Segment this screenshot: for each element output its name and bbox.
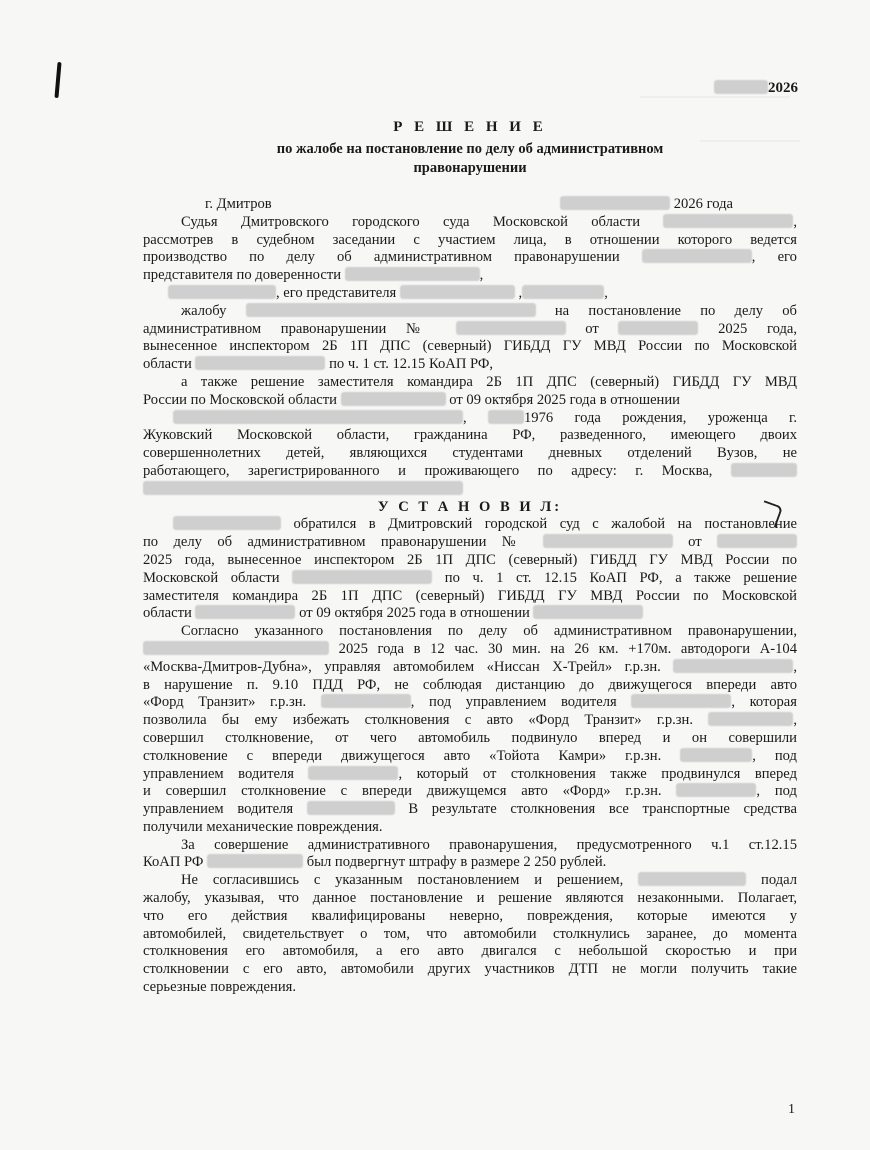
text-line: Не согласившись с указанным постановлением и решением, подал	[181, 872, 798, 889]
text-line: Жуковский Московской области, гражданина РФ, разведенного, имеющего двоих	[143, 427, 797, 444]
text-line: управлением водителя , который от столкновения также продвинулся вперед	[143, 765, 797, 782]
text-line: КоАП РФ был подвергнут штрафу в размере 2 250 рублей.	[143, 854, 607, 871]
text-line: столкновении с его авто, автомобили других участников ДТП не могли получить такие	[143, 961, 797, 978]
text-line: и совершил столкновение с впереди движущемся авто «Форд» г.р.зн. , под	[143, 783, 797, 800]
redaction	[673, 659, 793, 673]
redaction	[638, 872, 746, 886]
text-line	[143, 481, 797, 499]
redaction	[533, 605, 643, 619]
redaction	[246, 303, 536, 317]
redaction	[173, 516, 281, 530]
redaction	[522, 285, 604, 299]
text-line: управлением водителя В результате столкновения все транспортные средства	[143, 801, 797, 818]
redaction	[308, 766, 398, 780]
redaction	[345, 267, 480, 281]
text-line: представителя по доверенности ,	[143, 267, 484, 284]
redaction	[714, 80, 768, 94]
text-line: России по Московской области от 09 октября 2025 года в отношении	[143, 391, 680, 408]
redaction	[642, 249, 752, 263]
document-date: 2026	[714, 80, 798, 97]
text-line: Согласно указанного постановления по делу об административном правонарушении,	[181, 623, 797, 640]
text-line: 2025 года, вынесенное инспектором 2Б 1П ДПС (северный) ГИБДД ГУ МВД России по	[143, 551, 797, 568]
text-line: получили механические повреждения.	[143, 818, 383, 835]
text-line: , его представителя , ,	[143, 285, 797, 303]
text-line: административном правонарушении № от 2025 года,	[143, 320, 797, 337]
text-line: обратился в Дмитровский городской суд с жалобой на постановление	[143, 516, 797, 534]
text-line: работающего, зарегистрированного и проживающего по адресу: г. Москва,	[143, 463, 797, 481]
text-line: совершеннолетних детей, являющихся студентами дневных отделений Вузов, не	[143, 445, 797, 462]
section-title: У С Т А Н О В И Л:	[377, 498, 563, 515]
redaction	[680, 748, 752, 762]
redaction	[488, 410, 524, 424]
redaction	[195, 356, 325, 370]
redaction	[195, 605, 295, 619]
redaction	[143, 481, 463, 495]
redaction	[321, 694, 411, 708]
document-title: Р Е Ш Е Н И Е	[393, 119, 547, 135]
place-date-line: г. Дмитров 2026 года	[205, 196, 733, 212]
text-line: вынесенное инспектором 2Б 1П ДПС (северный) ГИБДД ГУ МВД России по Московской	[143, 338, 797, 355]
text-line: заместителя командира 2Б 1П ДПС (северный) ГИБДД ГУ МВД России по Московской	[143, 587, 797, 604]
text-line: автомобилей, свидетельствует о том, что автомобили столкнулись заранее, до момента	[143, 925, 797, 942]
text-line: Московской области по ч. 1 ст. 12.15 КоАП РФ, а также решение	[143, 569, 797, 586]
redaction	[543, 534, 673, 548]
redaction	[708, 712, 793, 726]
document-body	[143, 196, 797, 997]
redaction	[731, 463, 797, 477]
text-line: «Москва-Дмитров-Дубна», управляя автомобилем «Ниссан Х-Трейл» г.р.зн. ,	[143, 658, 797, 675]
redaction	[400, 285, 515, 299]
text-line: столкновения его автомобиля, а его авто двигался с небольшой скоростью и при	[143, 943, 797, 960]
text-line: «Форд Транзит» г.р.зн. , под управлением водителя , которая	[143, 694, 797, 711]
redaction	[631, 694, 731, 708]
text-line: столкновение с впереди движущегося авто «Тойота Камри» г.р.зн. , под	[143, 747, 797, 764]
text-line: За совершение административного правонарушения, предусмотренного ч.1 ст.12.15	[181, 836, 797, 853]
text-line: а также решение заместителя командира 2Б 1П ДПС (северный) ГИБДД ГУ МВД	[181, 373, 797, 390]
redaction	[676, 783, 756, 797]
text-line: что его действия квалифицированы неверно, повреждения, которые имеются у	[143, 907, 797, 924]
redaction	[307, 801, 395, 815]
redaction	[173, 410, 463, 424]
text-line: жалобу на постановление по делу об	[181, 302, 797, 319]
text-line: совершил столкновение, от чего автомобиль подвинуло вперед и он совершили	[143, 729, 797, 746]
redaction	[168, 285, 276, 299]
redaction	[717, 534, 797, 548]
redaction	[341, 392, 446, 406]
text-line: 2025 года в 12 час. 30 мин. на 26 км. +170м. автодороги А-104	[143, 641, 797, 659]
redaction	[618, 321, 698, 335]
page-number: 1	[788, 1102, 795, 1117]
redaction	[143, 641, 329, 655]
redaction	[207, 854, 303, 868]
redaction	[292, 570, 432, 584]
text-line: жалобу, указывая, что данное постановление и решение являются незаконными. Полагает,	[143, 890, 797, 907]
text-line: Судья Дмитровского городского суда Московской области ,	[181, 213, 797, 230]
text-line: области по ч. 1 ст. 12.15 КоАП РФ,	[143, 356, 494, 373]
document-subtitle: по жалобе на постановление по делу об административном правонарушении	[276, 141, 664, 176]
redaction	[663, 214, 793, 228]
text-line: в нарушение п. 9.10 ПДД РФ, не соблюдая дистанцию до движущегося впереди авто	[143, 676, 797, 693]
handwritten-mark	[54, 62, 61, 98]
text-line: области от 09 октября 2025 года в отношении	[143, 605, 797, 623]
text-line: рассмотрев в судебном заседании с участием лица, в отношении которого ведется	[143, 231, 797, 248]
redaction	[456, 321, 566, 335]
redaction	[560, 196, 670, 210]
text-line: по делу об административном правонарушении № от	[143, 534, 797, 552]
text-line: производство по делу об административном правонарушении , его	[143, 249, 797, 266]
text-line: позволила бы ему избежать столкновения с авто «Форд Транзит» г.р.зн. ,	[143, 712, 797, 729]
text-line: , 1976 года рождения, уроженца г.	[143, 410, 797, 428]
text-line: серьезные повреждения.	[143, 979, 296, 996]
